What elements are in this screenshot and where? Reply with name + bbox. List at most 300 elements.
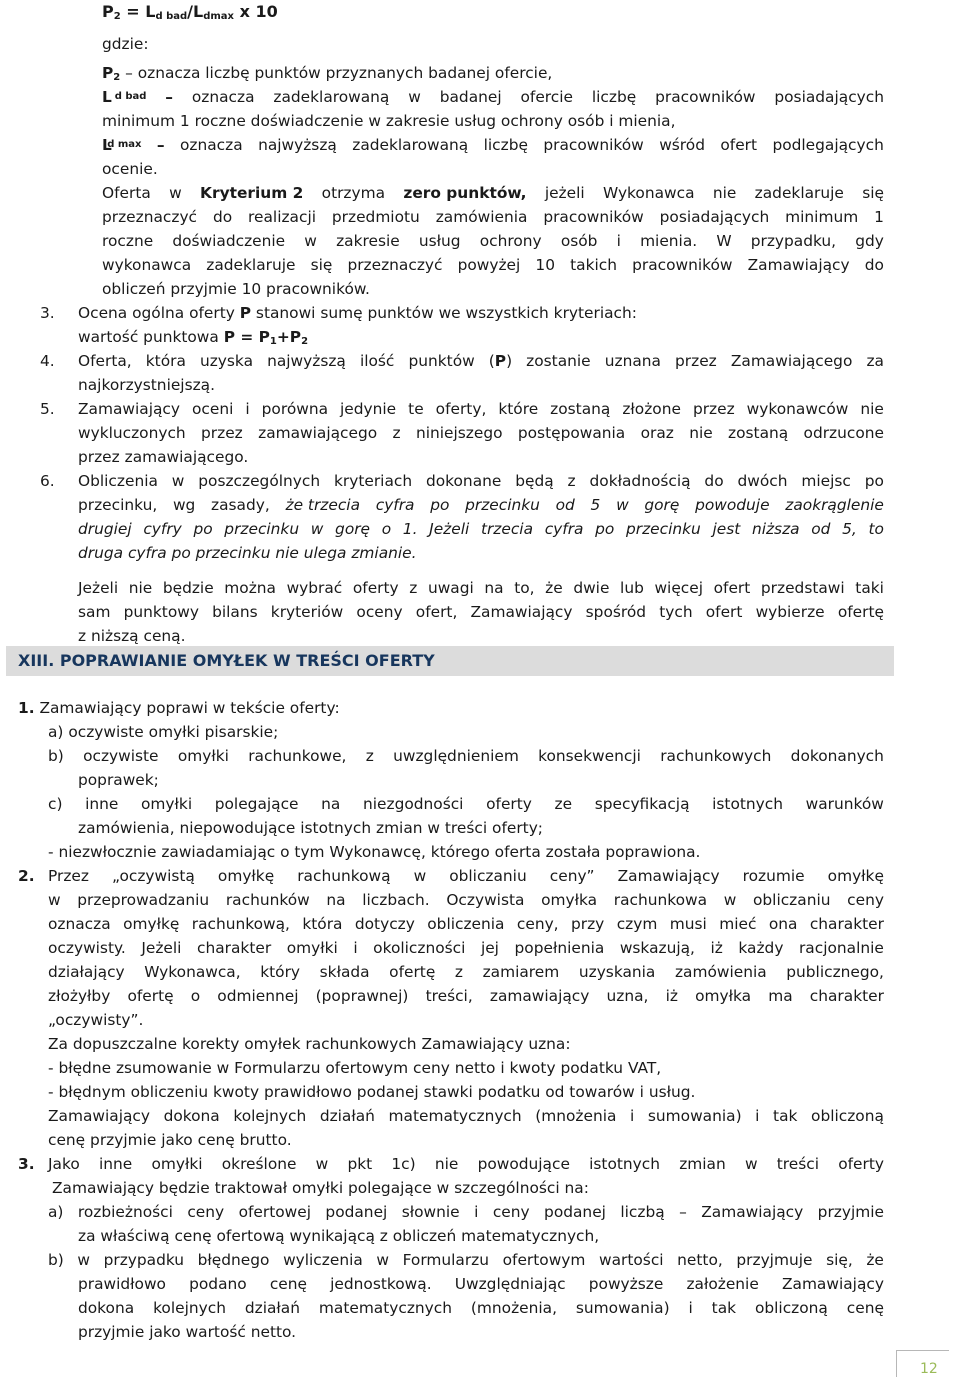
word: przypadku [103,1251,185,1269]
word: omyłka [541,891,598,909]
list-number: 3. [40,304,55,322]
word: za [866,352,884,370]
word: zamawiającego [258,424,378,442]
word: przyjmuje [736,1251,813,1269]
word: sam [78,603,111,621]
word: przyjmie [817,1203,884,1221]
word: przeznaczyć [102,208,198,226]
text-line: za właściwą cenę ofertową wynikającą z obliczeń matematycznych, [78,1227,600,1245]
word: takich [570,256,617,274]
word: sumowania) [647,1107,742,1125]
word: dokonane [425,472,502,490]
word: kryteriach [333,472,413,490]
word: podanej [544,1203,606,1221]
word: będą [515,472,554,490]
word: obliczoną [754,1299,828,1317]
word: gorę [644,496,680,514]
word: liczbę [591,88,637,106]
word: ofertowym [502,1251,586,1269]
word: Obliczenia [78,472,158,490]
word: będzie [162,579,214,597]
word: zamówienia [435,208,528,226]
word: porówna [261,400,329,418]
word: dokona [163,1107,220,1125]
word: czym [616,915,658,933]
word: w [310,520,324,538]
oferta-line [102,183,884,203]
page-number: 12 [920,1361,938,1377]
text-line: - niezwłocznie zawiadamiając o tym Wykonawcę, którego oferta została poprawiona. [48,843,701,861]
word: w [408,88,421,106]
s3-b-line [78,1274,884,1294]
word: oferty [838,1155,884,1173]
list-number: 2. [18,867,35,885]
subscript: 2 [301,336,309,347]
word: istotnych [712,795,783,813]
text-line: - błędnym obliczeniu kwoty prawidłowo podanej stawki podatku od towarów i usług. [48,1083,696,1101]
word: miejsc [801,472,851,490]
word: nie [712,184,737,202]
word: dwóch [737,472,788,490]
word: działający [48,963,125,981]
word: mieć [719,915,757,933]
text-line: „oczywisty”. [48,1011,144,1029]
subscript: 1 [269,336,277,347]
word: treści [776,1155,819,1173]
word: matematycznych [388,1107,522,1125]
gdzie-label: gdzie: [102,35,149,53]
word: do [212,208,233,226]
word: b) [48,747,64,765]
word: inne [85,795,119,813]
s1-line [18,698,340,718]
word: obliczenia [427,915,505,933]
word: wskazują, [619,939,695,957]
s2-line [48,866,884,886]
word: nie [434,1155,459,1173]
word: nie [128,579,153,597]
text-span: /L [187,2,204,21]
word: ceny [492,1203,530,1221]
word: usług [418,232,461,250]
word: Wykonawca, [144,963,241,981]
word: Formularzu [402,1251,489,1269]
text-line: minimum 1 roczne doświadczenie w zakresie usług ochrony osób i mienia, [102,112,676,130]
word: do [864,256,884,274]
word: Zamawiający [470,603,573,621]
word: powyżej [457,256,521,274]
word: spośród [585,603,647,621]
text-line: a) oczywiste omyłki pisarskie; [48,723,279,741]
word: Zamawiający [78,400,180,418]
score-formula [102,2,278,27]
word: to [868,520,884,538]
s3-b-line [78,1298,884,1318]
word: wg [172,496,196,514]
word: poszczególnych [198,472,321,490]
word: w [376,1251,389,1269]
word: zostanie [526,352,591,370]
word: jednostkową. [330,1275,432,1293]
word: ceny, [516,915,559,933]
word: wybierze [755,603,825,621]
word: iż [665,987,678,1005]
word: dokona [78,1299,135,1317]
list-number: 4. [40,352,55,370]
word: kolejnych [233,1107,307,1125]
word: powoduje [695,496,770,514]
word: ilość [359,352,395,370]
item3-line2 [78,327,308,352]
list-number: 5. [40,400,55,418]
word: że [545,579,563,597]
s3-a-line [48,1202,884,1222]
word: przez [201,424,243,442]
text-span: x 10 [234,2,278,21]
word: oczywiste [83,747,159,765]
word: dwie [573,579,610,597]
subscript: d bad [155,11,188,22]
text-span: = L [120,2,156,21]
word: Kryterium 2 [200,184,304,202]
word: te [408,400,424,418]
word: „oczywistą [112,867,195,885]
word: Oferta, [78,352,132,370]
word: z [567,472,576,490]
word: wartości [599,1251,664,1269]
word: pracowników [655,88,756,106]
s2-line [48,986,884,1006]
word: realizacji [248,208,316,226]
word: się [862,184,884,202]
word: działań [319,1107,375,1125]
word: uwzględnieniem [393,747,519,765]
word: oferty [352,579,399,597]
word: że trzecia [285,496,361,514]
word: charakter [197,939,272,957]
word: przedmiotu [331,208,420,226]
word: można [224,579,276,597]
word: nie [689,424,713,442]
section-heading [6,646,894,676]
word: ofertę [389,963,436,981]
word: taki [855,579,884,597]
word: dokładnością [589,472,691,490]
word: w [169,184,182,202]
text-line: ocenie. [102,160,158,178]
word: ofercie [520,88,573,106]
word: ofert, [415,603,458,621]
word: ceny [847,891,884,909]
subscript: 2 [113,72,121,83]
item3-line1 [78,303,637,323]
word: 1 [874,208,884,226]
word: ofert [705,603,743,621]
word: Oczywista [446,891,525,909]
word: jedynie [340,400,397,418]
word: ofert [713,579,751,597]
text-line: poprawek; [78,771,159,789]
word: zero punktów, [403,184,527,202]
word: istotnych [589,1155,660,1173]
word: ofertę [837,603,884,621]
word: doświadczenie [172,232,286,250]
word: dotyczy [354,915,415,933]
word: powodujące [477,1155,570,1173]
word: przeznaczyć [347,256,443,274]
word: (mnożenia [535,1107,617,1125]
word: tych [659,603,693,621]
word: wykonawców [746,400,849,418]
word: zamówienia [674,963,767,981]
word: liczbach. [362,891,430,909]
word: rozbieżności [77,1203,173,1221]
word: W [716,232,732,250]
word: przez [675,352,717,370]
definition-ldmax [102,135,884,155]
word: przeprowadzaniu [77,891,210,909]
word: trzecia [480,520,534,538]
word: to, [514,579,535,597]
word: matematycznych [318,1299,453,1317]
word: ona [768,915,798,933]
word: charakter [809,915,884,933]
word: z [409,579,418,597]
word: rachunkowych [660,747,772,765]
word: jest [712,520,741,538]
word: w [413,867,427,885]
word: treści, [425,987,473,1005]
word: wybrać [286,579,343,597]
word: obliczaniu [752,891,831,909]
word: składa [319,963,370,981]
word: netto, [677,1251,723,1269]
word: posiadających [659,208,770,226]
word: lub [620,579,644,597]
word: uzna, [606,987,649,1005]
s2-line [48,1106,884,1126]
word: i [474,1203,479,1221]
word: – [165,88,173,106]
word: d bad [114,91,147,102]
word: oceny [356,603,403,621]
word: w [744,1155,758,1173]
word: gorę [335,520,371,538]
word: na [484,579,504,597]
symbol: P [239,304,252,322]
word: najwyższą [258,136,337,154]
word: kryteriów [270,603,344,621]
text-span: Zamawiający poprawi w tekście oferty: [34,699,340,717]
word: tak [773,1107,798,1125]
word: na [326,891,346,909]
word: od [555,496,575,514]
section-heading-text: XIII. POPRAWIANIE OMYŁEK W TREŚCI OFERTY [18,651,435,670]
oferta-line [102,207,884,227]
word: oferty [486,795,532,813]
text-line: Za dopuszczalne korekty omyłek rachunkowych Zamawiający uzna: [48,1035,571,1053]
word: omyłki [151,1155,203,1173]
word: drugiej [78,520,132,538]
word: Zamawiający [701,1203,804,1221]
word: założenie [686,1275,759,1293]
item6-line [78,471,884,491]
word: i [630,1107,635,1125]
word: Zamawiający [781,1275,884,1293]
word: uwagi [427,579,474,597]
word: zadeklarowaną [352,136,469,154]
word: uznana [604,352,661,370]
word: przecinku [625,520,701,538]
word: oczywisty. [48,939,126,957]
word: oznacza [180,136,243,154]
word: po [595,520,615,538]
word: na [321,795,341,813]
word: Jeżeli [78,579,119,597]
word: i [755,1107,760,1125]
word: podano [189,1275,247,1293]
word: sumowania) [575,1299,670,1317]
word: iż [710,939,723,957]
word: cyfra [375,496,415,514]
word: badanej [439,88,502,106]
word: ofertę [127,987,174,1005]
word: zamiarem [482,963,560,981]
word: warunków [805,795,884,813]
text-span: P [102,2,114,21]
text-line: obliczeń przyjmie 10 pracowników. [102,280,370,298]
word: złożyłby [48,987,111,1005]
word: ofert [720,136,758,154]
word: więcej [654,579,704,597]
word: które [498,400,539,418]
word: cyfry [143,520,182,538]
word: ofertowej [238,1203,311,1221]
word: pracowników [543,208,644,226]
word: mienia. [640,232,698,250]
definition-ldbad [102,87,884,107]
text-line: cenę przyjmie jako cenę brutto. [48,1131,292,1149]
word: 1. [402,520,418,538]
word: L [102,136,112,154]
word: specyfikacją [594,795,690,813]
word: odrzucone [803,424,884,442]
word: zadeklaruje [206,256,296,274]
word: ceny” [549,867,595,885]
word: d max [107,139,142,150]
word: – [156,136,165,154]
subscript: dmax [203,11,234,22]
word: zmian [679,1155,726,1173]
word: obliczaniu [449,867,527,885]
word: 1c) [391,1155,416,1173]
word: rachunkowe, [248,747,347,765]
word: Uwzględniając [454,1275,566,1293]
word: omyłki [177,747,229,765]
word: postępowania [517,424,626,442]
word: liczbę [483,136,528,154]
word: przedstawi [760,579,845,597]
word: okoliczności [373,939,466,957]
tie-line [78,602,884,622]
word: polegające [214,795,299,813]
text-line: Zamawiający będzie traktował omyłki polegające w szczególności na: [52,1179,589,1197]
word: popełnienia [514,939,605,957]
text-span: Ocena ogólna oferty [78,304,240,322]
s3-line [48,1154,884,1174]
word: musi [669,915,707,933]
word: do [704,472,724,490]
word: w [315,1155,329,1173]
word: inne [98,1155,133,1173]
word: i [688,1299,693,1317]
word: L [102,88,112,106]
word: określone [221,1155,297,1173]
word: ze [554,795,573,813]
word: zostaną [550,400,611,418]
word: c) [48,795,63,813]
word: z [365,747,374,765]
word: liczbą [620,1203,665,1221]
text-line: przez zamawiającego. [78,448,249,466]
word: omyłkę [123,915,180,933]
word: w [304,232,317,250]
tie-line [78,578,884,598]
word: omyłkę [827,867,884,885]
word: punktowy [123,603,199,621]
word: uzyskania [578,963,656,981]
word: złożone [622,400,681,418]
word: (mnożenia, [470,1299,557,1317]
word: po [430,496,450,514]
word: ceny [187,1203,225,1221]
word: oznacza [48,915,111,933]
word: po [193,520,213,538]
word: zadeklarowaną [273,88,390,106]
text-span: stanowi sumę punktów we wszystkich kryteriach: [251,304,637,322]
word: powyższe [588,1275,664,1293]
word: która [145,352,186,370]
word: zakresie [336,232,400,250]
text-line: przyjmie jako wartość netto. [78,1323,297,1341]
word: Zamawiający [617,867,720,885]
word: Zamawiający [48,1107,150,1125]
word: przy [570,915,605,933]
formula: P = P [223,328,270,346]
word: i [245,400,250,418]
word: omyłka [695,987,752,1005]
word: zadeklaruje [754,184,844,202]
word: w [77,1251,90,1269]
word: która [302,915,343,933]
word: pracowników [543,136,644,154]
word: Zamawiającego [730,352,853,370]
word: rachunków [225,891,310,909]
item5-line [78,399,884,419]
list-number: 6. [40,472,55,490]
word: nie [860,400,884,418]
italic-line: druga cyfra po przecinku nie ulega zmianie. [78,544,417,562]
word: pracowników [632,256,733,274]
word: przecinku [465,496,540,514]
word: rachunkową, [191,915,290,933]
oferta-line [102,255,884,275]
word: (poprawnej) [315,987,409,1005]
word: publicznego, [786,963,884,981]
s2-line [48,890,884,910]
word: jej [480,939,499,957]
s1-b-line [48,746,884,766]
